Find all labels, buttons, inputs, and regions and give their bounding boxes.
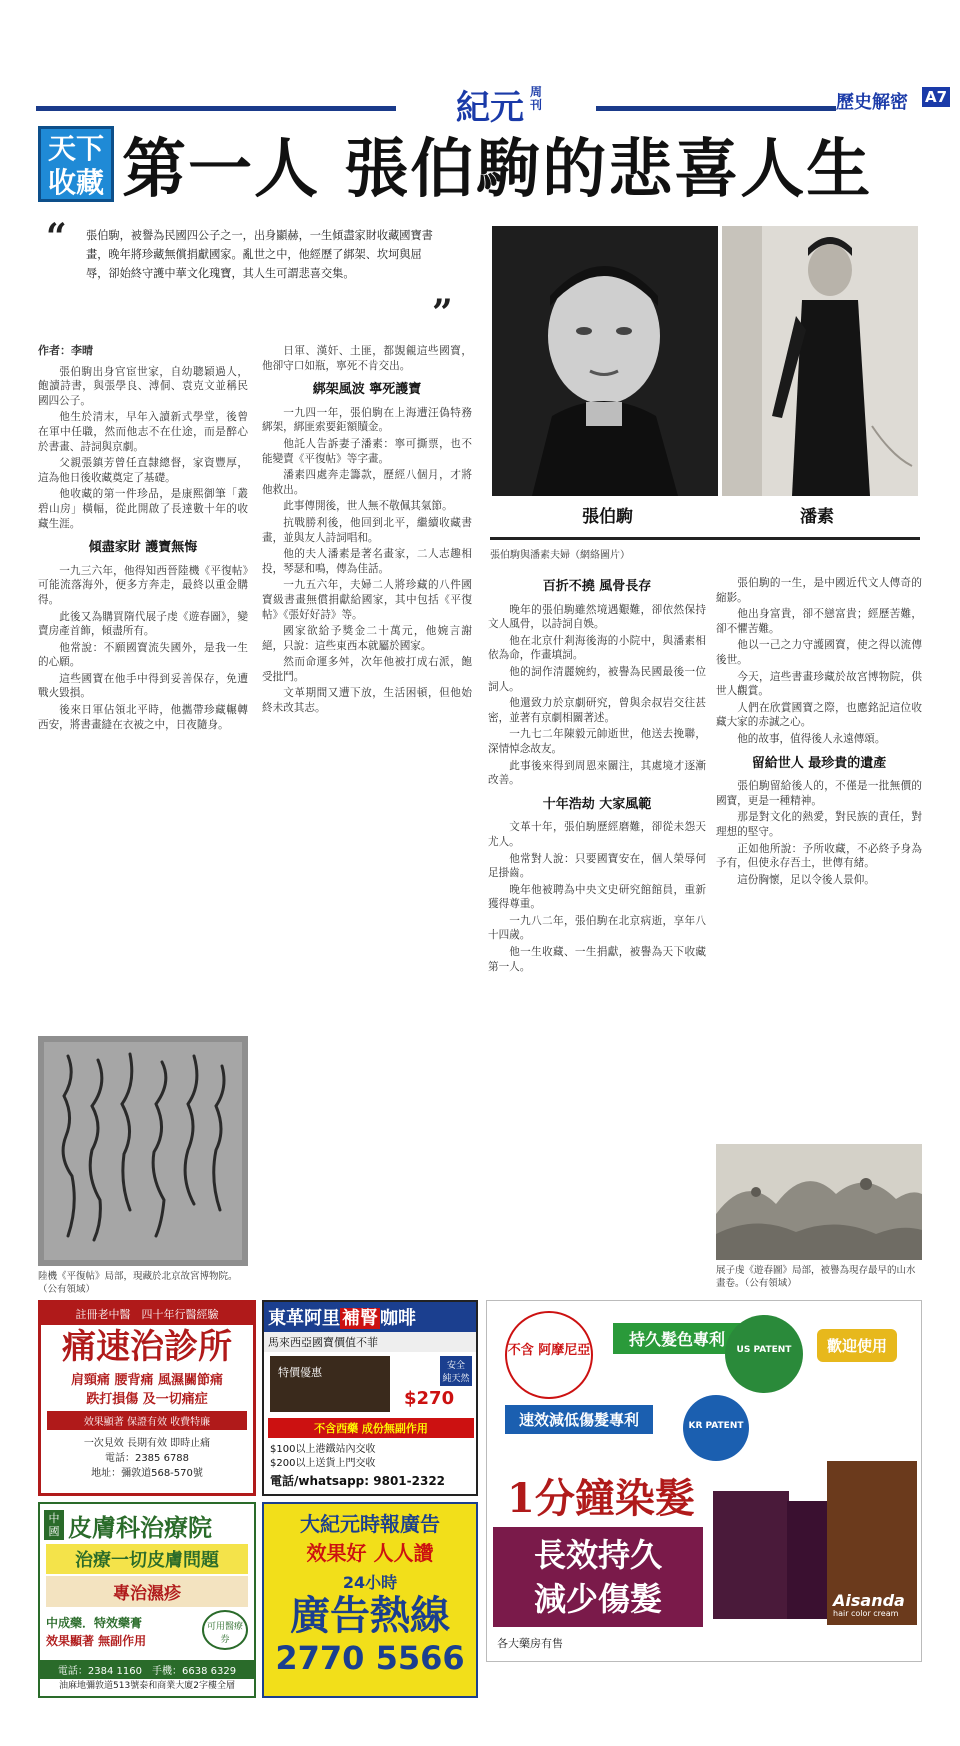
landscape-painting-image	[716, 1144, 922, 1260]
lede	[40, 216, 460, 334]
ad-clinic-phone: 電話：2385 6788	[104, 1453, 190, 1464]
ad-skin-clinic[interactable]	[38, 1502, 256, 1698]
ad-coffee-title2: 咖啡	[380, 1308, 416, 1329]
kicker-line-2: 收藏	[47, 166, 104, 199]
ad-hair-banner2: 速效減低傷髮專利	[505, 1405, 653, 1434]
ad-hair-kr-patent: KR PATENT	[683, 1395, 749, 1461]
ad-hair-brand: Aisanda	[833, 1591, 905, 1610]
masthead-rule-right	[596, 106, 836, 111]
ad-skin-address: 油麻地彌敦道513號泰和商業大廈2字樓全層	[59, 1681, 235, 1691]
painting-caption: 展子虔《遊春圖》局部，被譽為現存最早的山水畫卷。（公有領域）	[716, 1265, 916, 1289]
article-column-2	[262, 344, 472, 1300]
portrait-woman-icon	[722, 226, 918, 496]
ad-clinic-top: 註冊老中醫 四十年行醫經驗	[41, 1303, 253, 1325]
subheading: 百折不撓 風骨長存	[542, 579, 652, 594]
paragraph: 今天，這些書畫珍藏於故宮博物院，供世人觀賞。	[716, 670, 922, 698]
ad-epoch-hours: 24小時	[342, 1573, 398, 1592]
ad-hair-badge-left: 不含 阿摩尼亞	[505, 1311, 593, 1399]
quote-close-icon: ”	[432, 292, 453, 334]
ad-coffee-sub: 馬來西亞國寶價值不菲	[264, 1332, 476, 1352]
article-column-4	[716, 576, 922, 1136]
ad-skin-line1: 治療一切皮膚問題	[46, 1544, 248, 1574]
ad-coffee-tag: 安全 純天然	[440, 1356, 472, 1386]
paragraph: 晚年他被聘為中央文史研究館館員，重新獲得尊重。	[488, 883, 706, 911]
ad-hair-minute: 1分鐘染髮	[507, 1475, 695, 1522]
calligraphy-image	[38, 1036, 248, 1266]
paragraph: 然而命運多舛，次年他被打成右派，飽受批鬥。	[262, 656, 472, 683]
paragraph: 一九五六年，夫婦二人將珍藏的八件國寶級書畫無償捐獻給國家，其中包括《平復帖》《張好好詩》等。	[262, 579, 472, 621]
ad-hair-patent: US PATENT	[725, 1315, 803, 1393]
paragraph: 他還致力於京劇研究，曾與余叔岩交往甚密，並著有京劇相關著述。	[488, 697, 706, 724]
paragraph: 他出身富貴，卻不戀富貴；經歷苦難，卻不懼苦難。	[716, 608, 922, 635]
ad-epoch-slogan: 效果好 人人讚	[306, 1541, 434, 1565]
masthead	[36, 80, 948, 128]
ad-coffee-title1: 東革阿里	[268, 1308, 340, 1329]
paragraph: 他託人告訴妻子潘素：寧可撕票，也不能變賣《平復帖》等字畫。	[262, 437, 472, 465]
paragraph: 潘素四處奔走籌款，歷經八個月，才將他救出。	[262, 469, 472, 496]
paragraph: 一九八二年，張伯駒在北京病逝，享年八十四歲。	[488, 914, 706, 942]
paragraph: 一九三六年，他得知西晉陸機《平復帖》可能流落海外，便多方奔走，最終以重金購得。	[38, 564, 248, 606]
ad-hair-product: hair color cream	[833, 1609, 899, 1618]
paragraph: 他收藏的第一件珍品，是康熙御筆「叢碧山房」橫幅，從此開啟了長達數十年的收藏生涯。	[38, 488, 248, 530]
subheading: 綁架風波 寧死護寶	[312, 382, 422, 398]
paragraph: 這些國寶在他手中得到妥善保存，免遭戰火毀損。	[38, 672, 248, 700]
paragraph: 晚年的張伯駒雖然境遇艱難，卻依然保持文人風骨，以詩詞自娛。	[488, 603, 706, 631]
paragraph: 抗戰勝利後，他回到北平，繼續收藏書畫，並與友人詩詞唱和。	[262, 516, 472, 544]
paragraph: 他以一己之力守護國寶，使之得以流傳後世。	[716, 639, 922, 666]
paragraph: 此後又為購買隋代展子虔《遊春圖》，變賣房產首飾，傾盡所有。	[38, 610, 248, 638]
paragraph: 一九四一年，張伯駒在上海遭汪偽特務綁架，綁匪索要鉅額贖金。	[262, 406, 472, 434]
paragraph: 一九七二年陳毅元帥逝世，他送去挽聯，深情悼念故友。	[488, 728, 706, 755]
kicker-badge	[38, 126, 114, 202]
paragraph: 張伯駒留給後人的，不僅是一批無價的國寶，更是一種精神。	[716, 780, 922, 807]
ad-clinic-line3: 效果顯著 保證有效 收費特廉	[47, 1411, 247, 1430]
brand-logo: 紀元	[456, 88, 524, 128]
ad-coffee[interactable]	[262, 1300, 478, 1496]
ad-skin-line4: 效果顯著 無副作用	[46, 1634, 147, 1648]
ad-hair-slogan2: 減少傷髮	[533, 1580, 662, 1618]
ad-clinic-line1: 肩頸痛 腰背痛 風濕關節痛	[70, 1373, 224, 1388]
ad-hair-banner1: 持久髮色專利	[613, 1323, 741, 1354]
paragraph: 他的故事，值得後人永遠傳頌。	[737, 732, 886, 745]
page-number: A7	[922, 87, 950, 107]
paragraph: 日軍、漢奸、土匪，都覬覦這些國寶，他卻守口如瓶，寧死不肯交出。	[262, 345, 472, 372]
subheading: 傾盡家財 護寶無悔	[88, 540, 198, 556]
subheading: 十年浩劫 大家風範	[542, 796, 652, 812]
paragraph: 此事傳開後，世人無不敬佩其氣節。	[283, 500, 453, 513]
article-column-1	[38, 344, 248, 1014]
masthead-rule-left	[36, 106, 396, 111]
paragraph: 他的夫人潘素是著名畫家，二人志趣相投，琴瑟和鳴，傳為佳話。	[262, 548, 472, 575]
landscape-painting-icon	[716, 1144, 922, 1260]
ad-clinic-name: 痛速治診所	[62, 1327, 232, 1367]
paragraph: 文革十年，張伯駒歷經磨難，卻從未怨天尤人。	[488, 821, 706, 848]
paragraph: 父親張鎮芳曾任直隸總督，家資豐厚，這為他日後收藏奠定了基礎。	[38, 457, 248, 484]
paragraph: 張伯駒的一生，是中國近代文人傳奇的縮影。	[716, 577, 922, 604]
paragraph: 這份胸懷，足以令後人景仰。	[737, 873, 875, 886]
paragraph: 人們在欣賞國寶之際，也應銘記這位收藏大家的赤誠之心。	[716, 701, 922, 729]
ad-coffee-title-highlight: 補腎	[342, 1308, 378, 1329]
paragraph: 他一生收藏、一生捐獻，被譽為天下收藏第一人。	[488, 946, 706, 973]
paragraph: 他的詞作清麗婉約，被譽為民國最後一位詞人。	[488, 665, 706, 693]
ad-skin-name: 皮膚科治療院	[68, 1513, 212, 1542]
ad-skin-line2: 專治濕疹	[46, 1576, 248, 1607]
name-pan-su: 潘素	[800, 507, 834, 527]
ad-coffee-title	[264, 1302, 476, 1332]
paragraph: 他生於清末，早年入讀新式學堂，後曾在軍中任職，然而他志不在仕途，而是醉心於書畫、詩詞與京劇。	[38, 411, 248, 453]
ad-hair-welcome: 歡迎使用	[817, 1329, 897, 1362]
ad-clinic-line4: 一次見效 長期有效 即時止痛	[83, 1438, 211, 1449]
ad-hair-slogan	[493, 1527, 703, 1627]
paragraph: 後來日軍佔領北平時，他攜帶珍藏輾轉西安，將書畫縫在衣被之中，日夜隨身。	[38, 704, 248, 731]
ad-epoch-phone: 2770 5566	[275, 1639, 465, 1677]
ad-coffee-price: $270	[404, 1388, 455, 1409]
ad-skin-badge: 可用醫療券	[202, 1610, 248, 1650]
ad-coffee-offer: 不含西藥 成份無副作用	[268, 1418, 474, 1438]
subheading: 留給世人 最珍貴的遺產	[751, 755, 887, 771]
paragraph: 文革期間又遭下放，生活困頓，但他始終未改其志。	[262, 687, 472, 715]
page-title: 第一人 張伯駒的悲喜人生	[122, 132, 873, 207]
paragraph: 國家欲給予獎金二十萬元，他婉言謝絕，只說：這些東西本就屬於國家。	[262, 625, 472, 652]
calligraphy-scroll-icon	[38, 1036, 248, 1266]
paragraph: 此事後來得到周恩來關注，其處境才逐漸改善。	[488, 759, 706, 787]
ad-epoch-label: 廣告熱線	[290, 1593, 450, 1639]
ad-hair-color[interactable]	[486, 1300, 922, 1662]
ad-coffee-note1: $100以上港鐵站內交收	[270, 1444, 376, 1455]
ad-coffee-note2: $200以上送貨上門交收	[270, 1458, 376, 1469]
portrait-zhang-boju	[492, 226, 718, 496]
paragraph: 他在北京什剎海後海的小院中，與潘素相依為命，作畫填詞。	[488, 634, 706, 662]
ad-clinic-address: 地址：彌敦道568-570號	[91, 1468, 203, 1479]
ad-skin-line3: 中成藥．特效藥膏	[46, 1616, 143, 1630]
article-column-3	[488, 570, 706, 1300]
ad-clinic-line2: 跌打損傷 及一切痛症	[86, 1392, 208, 1407]
ad-epoch-title: 大紀元時報廣告	[300, 1512, 440, 1536]
product-box-1-icon	[713, 1491, 789, 1619]
portrait-photos	[490, 226, 920, 540]
ad-coffee-box: 特價優惠	[278, 1366, 322, 1379]
ad-pain-clinic[interactable]	[38, 1300, 256, 1496]
portrait-man-icon	[492, 226, 718, 496]
ad-hair-slogan1: 長效持久	[533, 1536, 662, 1574]
portrait-pan-su	[722, 226, 918, 496]
byline: 作者：李晴	[38, 344, 93, 357]
ad-skin-phone: 電話：2384 1160 手機：6638 6329	[40, 1660, 254, 1679]
quote-open-icon: “	[46, 216, 67, 258]
ad-coffee-phone: 電話/whatsapp: 9801-2322	[270, 1474, 446, 1488]
kicker-line-1: 天下	[47, 132, 104, 165]
ad-hair-footer: 各大藥房有售	[497, 1637, 563, 1650]
section-label: 歷史解密	[836, 92, 908, 113]
calligraphy-caption: 陸機《平復帖》局部，現藏於北京故宮博物院。（公有領域）	[38, 1271, 238, 1295]
paragraph: 那是對文化的熱愛，對民族的責任，對理想的堅守。	[716, 811, 922, 838]
name-zhang-boju: 張伯駒	[582, 507, 633, 527]
lede-text: 張伯駒，被譽為民國四公子之一，出身顯赫，一生傾盡家財收藏國寶書畫，晚年將珍藏無償捐獻國家。亂世之中，他經歷了綁架、坎坷與屈辱，卻始終守護中華文化瑰寶，其人生可謂悲喜交集。	[86, 229, 433, 280]
paragraph: 張伯駒出身官宦世家，自幼聰穎過人，飽讀詩書，與張學良、溥侗、袁克文並稱民國四公子。	[38, 365, 248, 407]
photo-caption: 張伯駒與潘素夫婦（網絡圖片）	[490, 550, 630, 561]
paragraph: 他常說：不願國寶流失國外，是我一生的心願。	[38, 641, 248, 669]
paragraph: 他常對人說：只要國寶安在，個人榮辱何足掛齒。	[488, 852, 706, 880]
brand-sub: 周刊	[530, 85, 543, 112]
ad-skin-tag: 中國	[44, 1510, 64, 1540]
paragraph: 正如他所說：予所收藏，不必終予身為予有，但使永存吾土，世傳有緒。	[716, 842, 922, 870]
ad-epoch-times[interactable]	[262, 1502, 478, 1698]
